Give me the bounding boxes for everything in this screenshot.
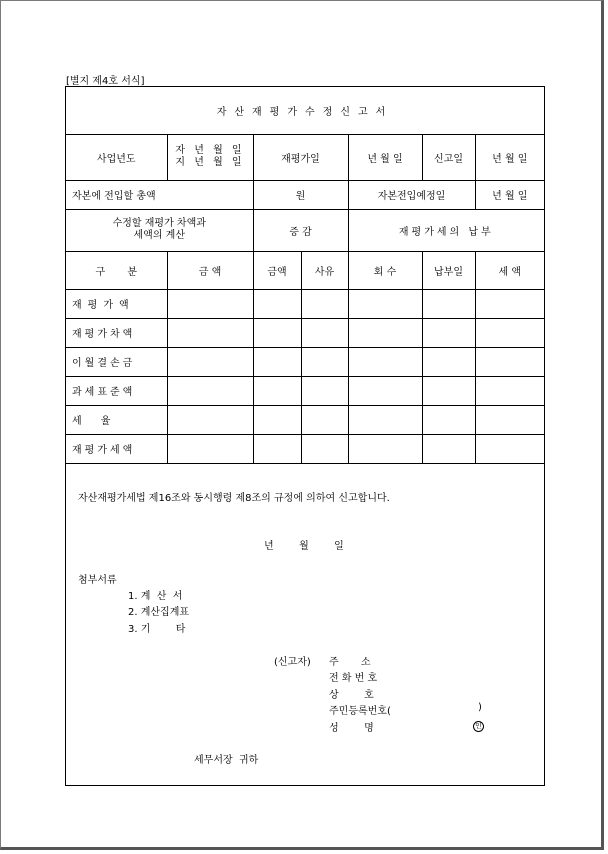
- cell: [348, 318, 422, 347]
- cell: [253, 376, 301, 405]
- seal-mark: 인: [473, 721, 484, 732]
- diff-calc-line1: 수정할 재평가 차액과: [112, 218, 206, 229]
- capital-total-unit: 원: [253, 180, 348, 209]
- col-change-amount: 금액: [253, 251, 301, 289]
- revaluation-date-value: 년 월 일: [348, 134, 422, 180]
- addressee: 세무서장 귀하: [194, 755, 259, 766]
- cell: [422, 289, 475, 318]
- cell: [422, 405, 475, 434]
- cell: [422, 376, 475, 405]
- cell: [253, 289, 301, 318]
- cell: [475, 289, 544, 318]
- filing-date-label: 신고일: [422, 134, 475, 180]
- row-label: 과세표준액: [66, 376, 167, 405]
- filer-role: (신고자): [274, 657, 311, 668]
- table-row: [66, 289, 544, 318]
- col-installment: 회 수: [348, 251, 422, 289]
- cell: [167, 405, 253, 434]
- cell: [475, 405, 544, 434]
- row-label: 세 율: [66, 405, 167, 434]
- cell: [301, 434, 348, 463]
- row-label: 이월결손금: [66, 347, 167, 376]
- attachment-item: 1. 계 산 서: [128, 591, 183, 602]
- cell: [348, 405, 422, 434]
- row-label: 재평가액: [66, 289, 167, 318]
- col-category: 구 분: [66, 251, 167, 289]
- declaration-date: 년 월 일: [264, 541, 344, 552]
- capital-total-label: 자본에 전입할 총액: [66, 180, 253, 209]
- cell: [301, 376, 348, 405]
- filer-resident-number-label: 주민등록번호(: [329, 706, 391, 717]
- cell: [301, 405, 348, 434]
- col-amount: 금 액: [167, 251, 253, 289]
- table-row: [66, 347, 544, 376]
- declaration-text: 자산재평가세법 제16조와 동시행령 제8조의 규정에 의하여 신고합니다.: [78, 493, 390, 504]
- cell: [301, 289, 348, 318]
- cell: [348, 376, 422, 405]
- revaluation-date-label: 재평가일: [253, 134, 348, 180]
- cell: [167, 434, 253, 463]
- cell: [475, 318, 544, 347]
- table-row: [66, 318, 544, 347]
- cell: [167, 376, 253, 405]
- cell: [475, 347, 544, 376]
- col-reason: 사유: [301, 251, 348, 289]
- cell: [348, 434, 422, 463]
- form-table: [66, 87, 544, 464]
- row-label: 재평가세액: [66, 434, 167, 463]
- col-payment-date: 납부일: [422, 251, 475, 289]
- cell: [422, 318, 475, 347]
- filer-phone-label: 전 화 번 호: [329, 673, 378, 684]
- cell: [253, 347, 301, 376]
- declaration-section: [66, 467, 544, 785]
- from-date: 자 년 월 일: [175, 145, 245, 156]
- filing-date-value: 년 월 일: [475, 134, 544, 180]
- to-date: 지 년 월 일: [175, 157, 245, 168]
- declaration-form: [65, 86, 545, 786]
- cell: [422, 347, 475, 376]
- increase-decrease-heading: 증 감: [253, 209, 348, 251]
- cell: [253, 318, 301, 347]
- seal-icon: [473, 720, 484, 732]
- row-label: 재평가차액: [66, 318, 167, 347]
- cell: [253, 434, 301, 463]
- filer-trade-name-label: 상 호: [329, 690, 374, 701]
- cell: [253, 405, 301, 434]
- diff-calc-heading: [66, 209, 253, 251]
- planned-date-value: 년 월 일: [475, 180, 544, 209]
- filer-name-label: 성 명: [329, 723, 374, 734]
- col-tax-amount: 세 액: [475, 251, 544, 289]
- tax-payment-heading: 재평가세의 납부: [348, 209, 544, 251]
- table-row: [66, 405, 544, 434]
- cell: [475, 434, 544, 463]
- cell: [301, 318, 348, 347]
- table-row: [66, 376, 544, 405]
- cell: [167, 347, 253, 376]
- diff-calc-line2: 세액의 계산: [133, 230, 185, 241]
- cell: [422, 434, 475, 463]
- business-year-label: 사업년도: [66, 134, 167, 180]
- cell: [301, 347, 348, 376]
- cell: [167, 289, 253, 318]
- form-label: [별지 제4호 서식]: [66, 76, 145, 87]
- planned-date-label: 자본전입예정일: [348, 180, 475, 209]
- filer-resident-number-close: ): [478, 702, 482, 713]
- business-year-period: [167, 134, 253, 180]
- filer-address-label: 주 소: [329, 657, 371, 668]
- attachment-item: 3. 기 타: [128, 624, 186, 635]
- cell: [348, 289, 422, 318]
- attachment-item: 2. 계산집계표: [128, 607, 190, 618]
- form-title: 자산재평가수정신고서: [66, 87, 544, 134]
- table-row: [66, 434, 544, 463]
- attachments-heading: 첨부서류: [78, 575, 117, 586]
- cell: [475, 376, 544, 405]
- cell: [167, 318, 253, 347]
- cell: [348, 347, 422, 376]
